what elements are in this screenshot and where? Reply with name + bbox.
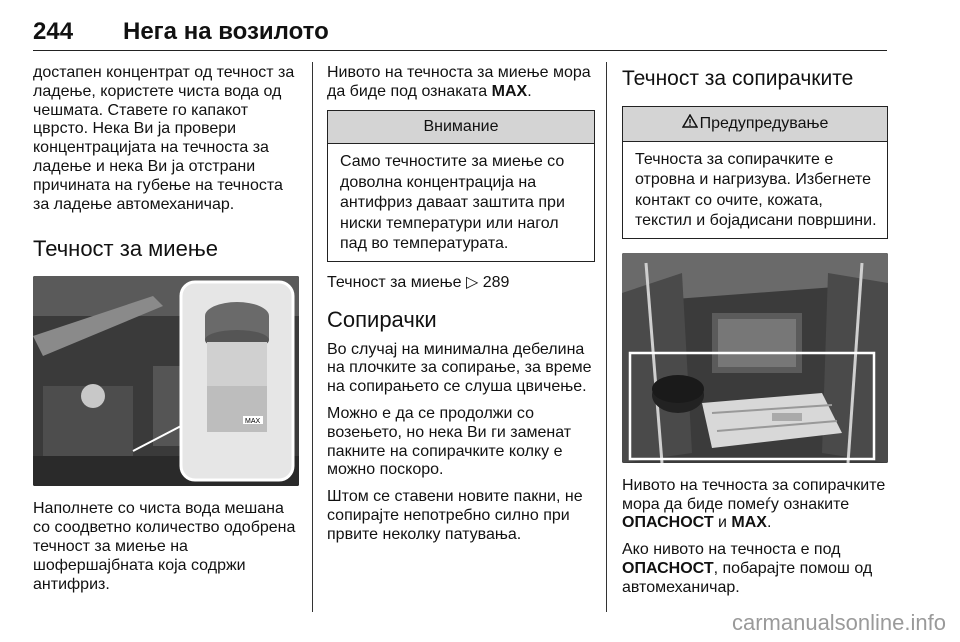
- page-header: [33, 12, 887, 51]
- page-number: 244: [33, 18, 74, 45]
- warning-title-row: [623, 107, 887, 142]
- washer-fluid-heading: Течност за миење: [33, 236, 218, 262]
- max-label: MAX: [491, 82, 528, 100]
- caution-title: Внимание: [328, 111, 594, 145]
- danger-label: ОПАСНОСТ: [622, 514, 714, 532]
- brake-reservoir-photo: [622, 253, 888, 463]
- brakes-heading: Сопирачки: [327, 306, 437, 332]
- warning-box: [622, 106, 888, 239]
- washer-reservoir-photo: [33, 276, 299, 486]
- warning-body: Течноста за сопирачките е отровна и нагризува. Избегнете контакт со очите, кожата, текстил и бојадисани површини.: [635, 150, 877, 230]
- washer-level-paragraph: Нивото на течноста за миење мора да биде под ознаката MAX.: [327, 64, 591, 100]
- caution-body: Само течностите за миење со доволна концентрација на антифриз даваат заштита при ниски температури или нагол пад во температурата.: [340, 153, 565, 253]
- max-mark-label: MAX: [245, 418, 261, 426]
- caution-box: [327, 110, 595, 262]
- column-3: [622, 64, 888, 606]
- brakes-paragraph-2: Можно е да се продолжи со возењето, но нека Ви ги заменат пакните на сопирачките колку е можно поскоро.: [327, 405, 572, 479]
- coolant-paragraph: достапен концентрат од течност за ладење, користете чиста вода од чешмата. Ставете го капакот цврсто. Нека Ви ја провери концентрацијата на течноста за ладење и нека Ви ја отстрани причината на губење на течноста за ладење автомеханичар.: [33, 64, 295, 213]
- danger-label: ОПАСНОСТ: [622, 559, 714, 577]
- brakes-paragraph-3: Штом се ставени новите пакни, не сопирајте непотребно силно при првите неколку патувања.: [327, 488, 583, 543]
- warning-title: Предупредување: [699, 115, 829, 132]
- warning-triangle-icon: [682, 114, 698, 134]
- arrow-ref-icon: ▷: [465, 273, 479, 291]
- max-label: MAX: [731, 514, 767, 532]
- brake-fluid-heading: Течност за сопирачките: [622, 67, 854, 90]
- page-reference: Течност за миење ▷ 289: [327, 273, 510, 291]
- watermark: carmanualsonline.info: [731, 610, 946, 635]
- column-2: [327, 64, 595, 553]
- column-1: [33, 64, 301, 602]
- brake-level-paragraph: Нивото на течноста за сопирачките мора да биде помеѓу ознаките ОПАСНОСТ и MAX.: [622, 476, 886, 532]
- brakes-paragraph-1: Во случај на минимална дебелина на плочките за сопирање, за време на сопирањето се слуша цвичење.: [327, 340, 592, 396]
- chapter-title: Нега на возилото: [123, 18, 329, 45]
- column-divider: [312, 62, 313, 612]
- column-divider: [606, 62, 607, 612]
- washer-fill-paragraph: Наполнете со чиста вода мешана со соодветно количество одобрена течност за миење на шофершајбната која содржи антифриз.: [33, 500, 296, 593]
- brake-low-paragraph: Ако нивото на течноста е под ОПАСНОСТ, побарајте помош од автомеханичар.: [622, 541, 873, 596]
